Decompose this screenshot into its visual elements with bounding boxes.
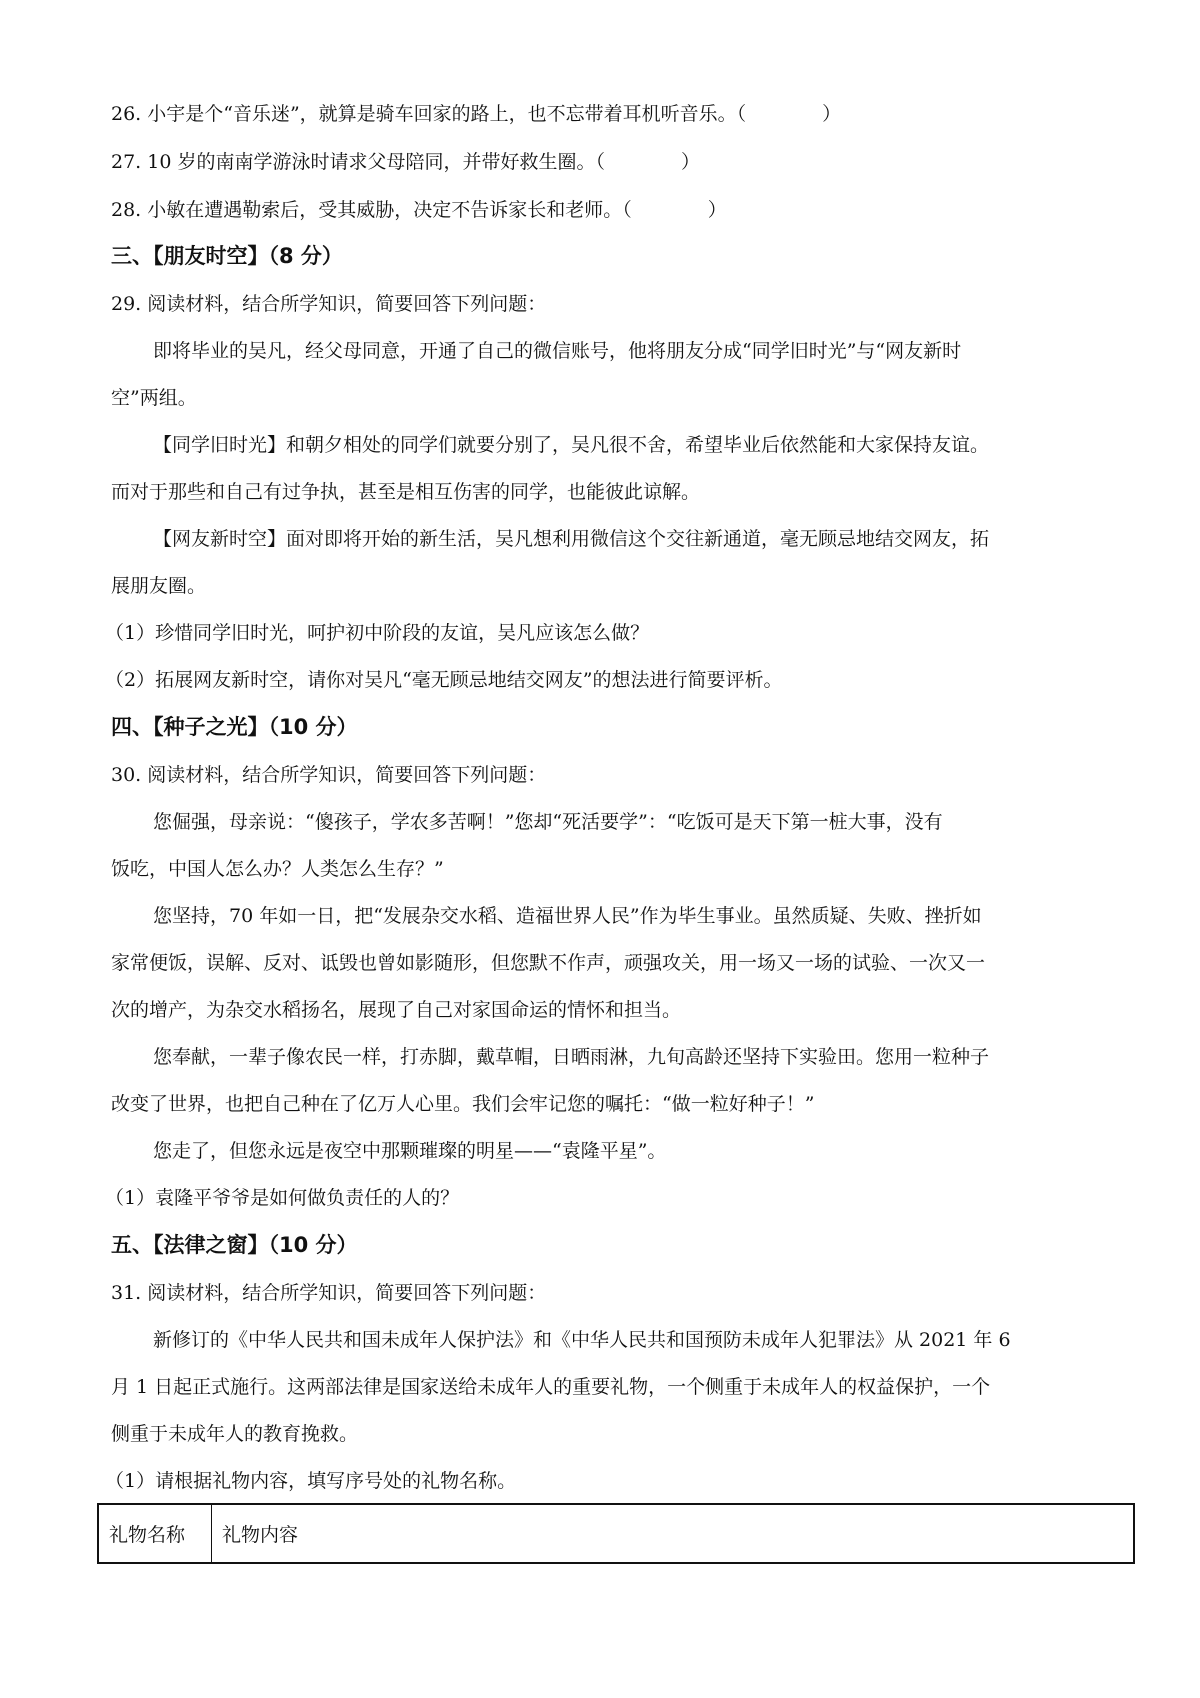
question-27: 27. 10 岁的南南学游泳时请求父母陪同，并带好救生圈。（ ） bbox=[111, 151, 700, 173]
section-5-para-1c: 侧重于未成年人的教育挽救。 bbox=[111, 1423, 359, 1445]
table-row bbox=[98, 1504, 1134, 1563]
question-26: 26. 小宇是个“音乐迷”，就算是骑车回家的路上，也不忘带着耳机听音乐。（ ） bbox=[111, 103, 842, 125]
section-4-para-3b: 改变了世界，也把自己种在了亿万人心里。我们会牢记您的嘱托：“做一粒好种子！” bbox=[111, 1093, 815, 1115]
section-3-para-1b: 空”两组。 bbox=[111, 387, 197, 409]
section-3-para-2b: 而对于那些和自己有过争执，甚至是相互伤害的同学，也能彼此谅解。 bbox=[111, 481, 701, 503]
question-28: 28. 小敏在遭遇勒索后，受其威胁，决定不告诉家长和老师。（ ） bbox=[111, 199, 727, 221]
question-31: 31. 阅读材料，结合所学知识，简要回答下列问题： bbox=[111, 1282, 547, 1304]
section-5-title: 五、【法律之窗】（10 分） bbox=[111, 1233, 358, 1257]
section-3-subquestion-1: （1）珍惜同学旧时光，呵护初中阶段的友谊，吴凡应该怎么做？ bbox=[105, 622, 650, 644]
section-3-para-3a: 【网友新时空】面对即将开始的新生活，吴凡想利用微信这个交往新通道，毫无顾忌地结交网友，拓 bbox=[153, 528, 990, 550]
section-4-para-4: 您走了，但您永远是夜空中那颗璀璨的明星——“袁隆平星”。 bbox=[153, 1140, 667, 1162]
section-4-subquestion-1: （1）袁隆平爷爷是如何做负责任的人的？ bbox=[105, 1187, 460, 1209]
section-4-para-2a: 您坚持，70 年如一日，把“发展杂交水稻、造福世界人民”作为毕生事业。虽然质疑、失败、挫折如 bbox=[153, 905, 982, 927]
section-3-para-2a: 【同学旧时光】和朝夕相处的同学们就要分别了，吴凡很不舍，希望毕业后依然能和大家保持友谊。 bbox=[153, 434, 990, 456]
section-4-para-3a: 您奉献，一辈子像农民一样，打赤脚，戴草帽，日晒雨淋，九旬高龄还坚持下实验田。您用一粒种子 bbox=[153, 1046, 990, 1068]
section-4-para-2c: 次的增产，为杂交水稻扬名，展现了自己对家国命运的情怀和担当。 bbox=[111, 999, 682, 1021]
section-3-subquestion-2: （2）拓展网友新时空，请你对吴凡“毫无顾忌地结交网友”的想法进行简要评析。 bbox=[105, 669, 783, 691]
table-header-gift-content: 礼物内容 bbox=[212, 1504, 1135, 1563]
question-30: 30. 阅读材料，结合所学知识，简要回答下列问题： bbox=[111, 764, 547, 786]
section-4-para-1a: 您倔强，母亲说：“傻孩子，学农多苦啊！”您却“死活要学”：“吃饭可是天下第一桩大事，没有 bbox=[153, 811, 943, 833]
section-5-para-1b: 月 1 日起正式施行。这两部法律是国家送给未成年人的重要礼物，一个侧重于未成年人的权益保护，一个 bbox=[111, 1376, 991, 1398]
question-29: 29. 阅读材料，结合所学知识，简要回答下列问题： bbox=[111, 293, 547, 315]
table-header-gift-name: 礼物名称 bbox=[98, 1504, 212, 1563]
section-5-subquestion-1: （1）请根据礼物内容，填写序号处的礼物名称。 bbox=[105, 1470, 517, 1492]
section-4-para-2b: 家常便饭，误解、反对、诋毁也曾如影随形，但您默不作声，顽强攻关，用一场又一场的试验、一次又一 bbox=[111, 952, 986, 974]
section-3-title: 三、【朋友时空】（8 分） bbox=[111, 244, 343, 268]
section-4-title: 四、【种子之光】（10 分） bbox=[111, 715, 358, 739]
section-5-para-1a: 新修订的《中华人民共和国未成年人保护法》和《中华人民共和国预防未成年人犯罪法》从 2021 年 6 bbox=[153, 1329, 1011, 1351]
gift-table bbox=[97, 1503, 1135, 1564]
section-3-para-1a: 即将毕业的吴凡，经父母同意，开通了自己的微信账号，他将朋友分成“同学旧时光”与“网友新时 bbox=[153, 340, 962, 362]
section-3-para-3b: 展朋友圈。 bbox=[111, 575, 207, 597]
section-4-para-1b: 饭吃，中国人怎么办？人类怎么生存？” bbox=[111, 858, 444, 880]
